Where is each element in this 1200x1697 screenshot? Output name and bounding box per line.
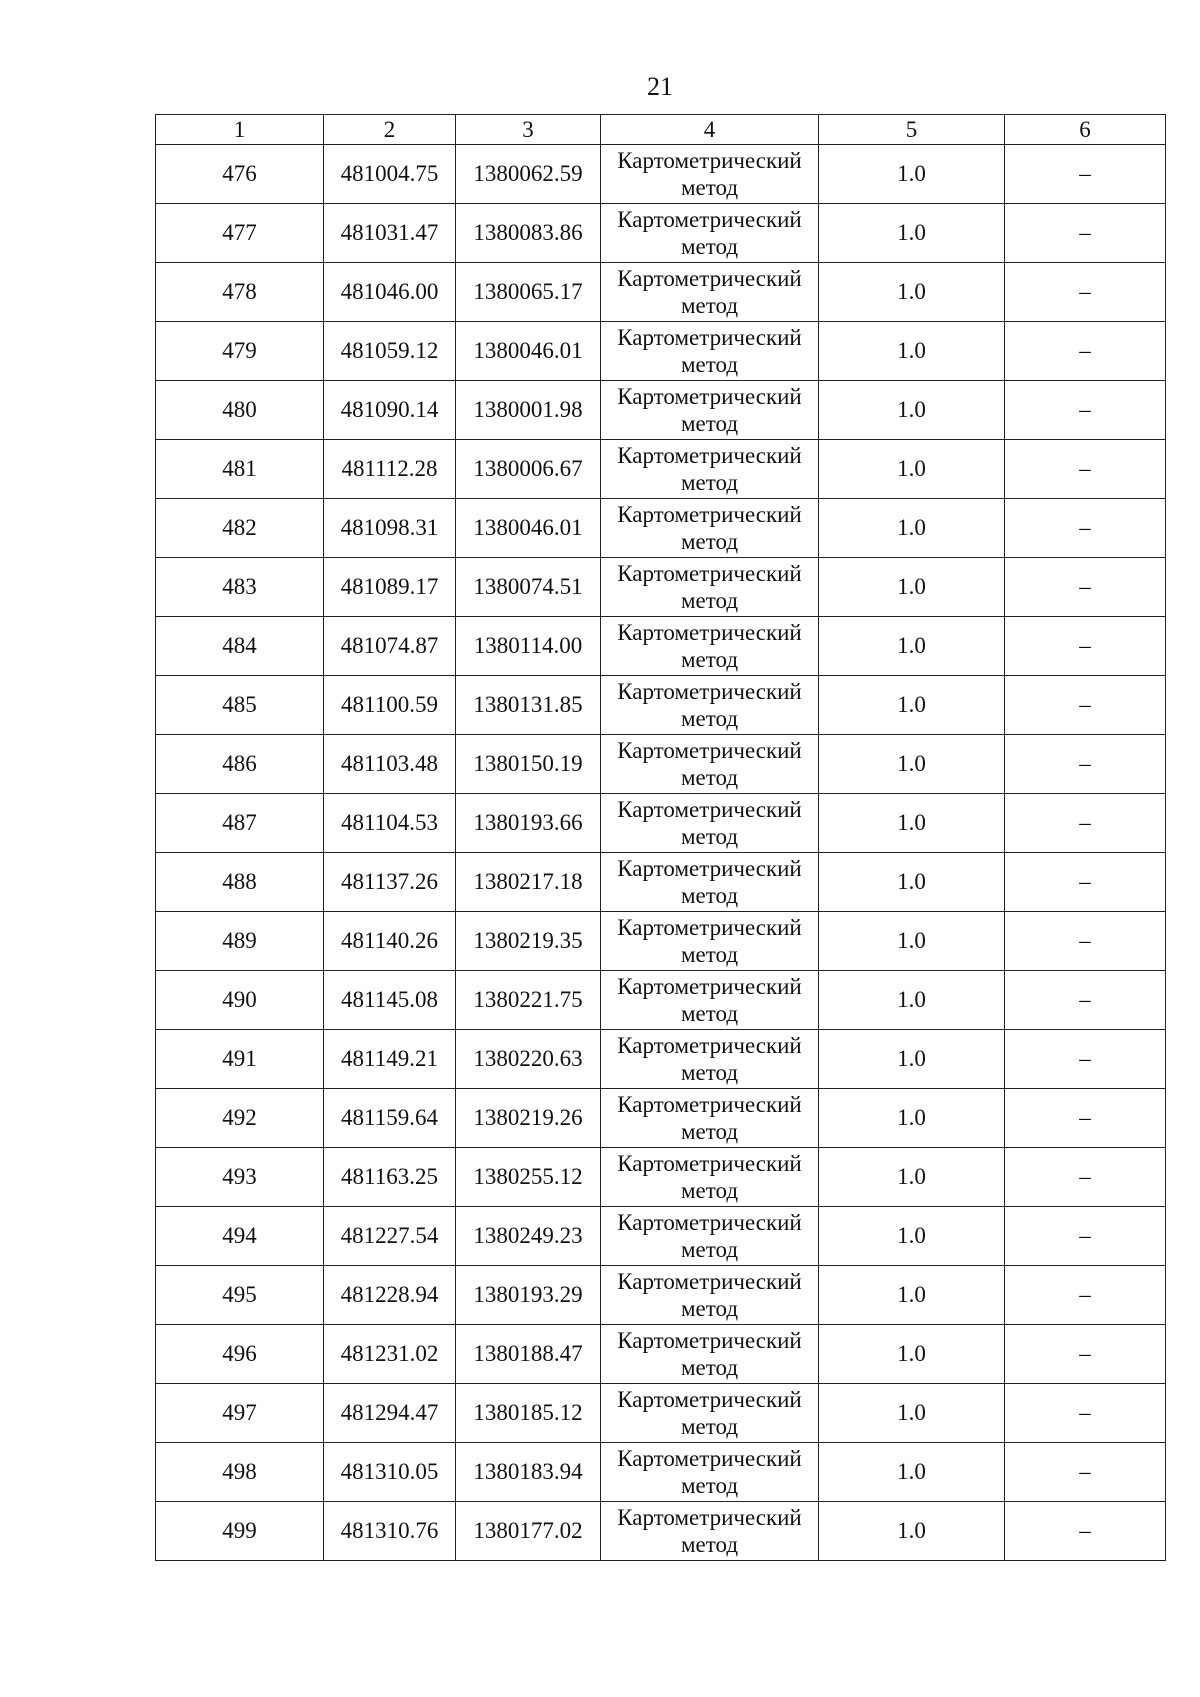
method-cell [601,499,819,558]
method-line-1: Картометрический [617,1269,802,1294]
table-row [156,912,1166,971]
note-cell: – [1005,794,1166,853]
note-cell: – [1005,1207,1166,1266]
method-line-2: метод [680,1296,739,1321]
point-number-cell: 477 [156,204,324,263]
note-cell: – [1005,1030,1166,1089]
method-line-2: метод [680,175,739,200]
method-cell [601,440,819,499]
point-number-cell: 487 [156,794,324,853]
point-number-cell: 484 [156,617,324,676]
method-line-1: Картометрический [617,738,802,763]
y-coordinate-cell: 1380062.59 [456,145,601,204]
header-cell-4: 4 [601,115,819,145]
method-line-1: Картометрический [617,266,802,291]
method-line-2: метод [680,411,739,436]
x-coordinate-cell: 481310.76 [324,1502,456,1561]
table-row [156,1325,1166,1384]
method-line-1: Картометрический [617,1328,802,1353]
y-coordinate-cell: 1380046.01 [456,499,601,558]
x-coordinate-cell: 481137.26 [324,853,456,912]
method-cell [601,204,819,263]
method-line-1: Картометрический [617,1446,802,1471]
header-cell-5: 5 [819,115,1005,145]
method-line-2: метод [680,647,739,672]
table-row [156,558,1166,617]
note-cell: – [1005,204,1166,263]
accuracy-cell: 1.0 [819,1030,1005,1089]
point-number-cell: 485 [156,676,324,735]
table-row [156,440,1166,499]
y-coordinate-cell: 1380046.01 [456,322,601,381]
header-row [156,115,1166,145]
y-coordinate-cell: 1380177.02 [456,1502,601,1561]
method-cell [601,912,819,971]
method-line-2: метод [680,824,739,849]
header-cell-6: 6 [1005,115,1166,145]
method-line-2: метод [680,1178,739,1203]
x-coordinate-cell: 481227.54 [324,1207,456,1266]
y-coordinate-cell: 1380220.63 [456,1030,601,1089]
header-cell-2: 2 [324,115,456,145]
method-line-2: метод [680,765,739,790]
accuracy-cell: 1.0 [819,971,1005,1030]
x-coordinate-cell: 481294.47 [324,1384,456,1443]
method-line-2: метод [680,588,739,613]
y-coordinate-cell: 1380001.98 [456,381,601,440]
y-coordinate-cell: 1380249.23 [456,1207,601,1266]
note-cell: – [1005,1266,1166,1325]
method-cell [601,322,819,381]
method-line-1: Картометрический [617,148,802,173]
accuracy-cell: 1.0 [819,1384,1005,1443]
point-number-cell: 495 [156,1266,324,1325]
table-row [156,145,1166,204]
method-line-1: Картометрический [617,856,802,881]
x-coordinate-cell: 481098.31 [324,499,456,558]
note-cell: – [1005,971,1166,1030]
method-cell [601,1089,819,1148]
method-line-2: метод [680,706,739,731]
x-coordinate-cell: 481112.28 [324,440,456,499]
method-line-1: Картометрический [617,1387,802,1412]
accuracy-cell: 1.0 [819,617,1005,676]
method-cell [601,1443,819,1502]
note-cell: – [1005,1325,1166,1384]
note-cell: – [1005,558,1166,617]
y-coordinate-cell: 1380185.12 [456,1384,601,1443]
accuracy-cell: 1.0 [819,1148,1005,1207]
table-row [156,617,1166,676]
accuracy-cell: 1.0 [819,912,1005,971]
point-number-cell: 491 [156,1030,324,1089]
method-line-1: Картометрический [617,502,802,527]
table-row [156,1030,1166,1089]
accuracy-cell: 1.0 [819,676,1005,735]
y-coordinate-cell: 1380219.26 [456,1089,601,1148]
note-cell: – [1005,381,1166,440]
point-number-cell: 482 [156,499,324,558]
header-cell-1: 1 [156,115,324,145]
x-coordinate-cell: 481149.21 [324,1030,456,1089]
point-number-cell: 479 [156,322,324,381]
y-coordinate-cell: 1380221.75 [456,971,601,1030]
note-cell: – [1005,853,1166,912]
x-coordinate-cell: 481103.48 [324,735,456,794]
accuracy-cell: 1.0 [819,322,1005,381]
method-line-1: Картометрический [617,325,802,350]
point-number-cell: 497 [156,1384,324,1443]
table-row [156,1384,1166,1443]
y-coordinate-cell: 1380193.66 [456,794,601,853]
table-row [156,1089,1166,1148]
accuracy-cell: 1.0 [819,1089,1005,1148]
header-cell-3: 3 [456,115,601,145]
point-number-cell: 478 [156,263,324,322]
table-body [156,145,1166,1561]
method-cell [601,794,819,853]
accuracy-cell: 1.0 [819,735,1005,794]
accuracy-cell: 1.0 [819,853,1005,912]
method-line-2: метод [680,1414,739,1439]
accuracy-cell: 1.0 [819,1502,1005,1561]
accuracy-cell: 1.0 [819,381,1005,440]
y-coordinate-cell: 1380217.18 [456,853,601,912]
y-coordinate-cell: 1380193.29 [456,1266,601,1325]
point-number-cell: 476 [156,145,324,204]
method-cell [601,1325,819,1384]
method-cell [601,381,819,440]
note-cell: – [1005,912,1166,971]
method-line-2: метод [680,1473,739,1498]
method-line-1: Картометрический [617,797,802,822]
method-cell [601,1384,819,1443]
point-number-cell: 496 [156,1325,324,1384]
point-number-cell: 499 [156,1502,324,1561]
note-cell: – [1005,1443,1166,1502]
x-coordinate-cell: 481004.75 [324,145,456,204]
x-coordinate-cell: 481228.94 [324,1266,456,1325]
table-row [156,1266,1166,1325]
table-row [156,1207,1166,1266]
y-coordinate-cell: 1380083.86 [456,204,601,263]
y-coordinate-cell: 1380183.94 [456,1443,601,1502]
note-cell: – [1005,1089,1166,1148]
x-coordinate-cell: 481163.25 [324,1148,456,1207]
method-line-1: Картометрический [617,1033,802,1058]
note-cell: – [1005,440,1166,499]
table-row [156,499,1166,558]
note-cell: – [1005,322,1166,381]
table-row [156,735,1166,794]
method-line-1: Картометрический [617,1151,802,1176]
table-row [156,204,1166,263]
point-number-cell: 492 [156,1089,324,1148]
x-coordinate-cell: 481074.87 [324,617,456,676]
y-coordinate-cell: 1380219.35 [456,912,601,971]
method-line-1: Картометрический [617,561,802,586]
method-cell [601,558,819,617]
method-line-1: Картометрический [617,1210,802,1235]
y-coordinate-cell: 1380131.85 [456,676,601,735]
table-row [156,1502,1166,1561]
point-number-cell: 488 [156,853,324,912]
method-line-2: метод [680,234,739,259]
table-row [156,322,1166,381]
point-number-cell: 481 [156,440,324,499]
accuracy-cell: 1.0 [819,440,1005,499]
accuracy-cell: 1.0 [819,1325,1005,1384]
point-number-cell: 480 [156,381,324,440]
accuracy-cell: 1.0 [819,794,1005,853]
accuracy-cell: 1.0 [819,499,1005,558]
method-line-2: метод [680,1060,739,1085]
method-line-2: метод [680,883,739,908]
point-number-cell: 486 [156,735,324,794]
point-number-cell: 494 [156,1207,324,1266]
accuracy-cell: 1.0 [819,1207,1005,1266]
method-cell [601,1266,819,1325]
coordinates-table [155,114,1166,1561]
method-line-2: метод [680,942,739,967]
method-line-1: Картометрический [617,620,802,645]
method-cell [601,676,819,735]
method-cell [601,263,819,322]
method-cell [601,853,819,912]
x-coordinate-cell: 481059.12 [324,322,456,381]
y-coordinate-cell: 1380188.47 [456,1325,601,1384]
table-row [156,263,1166,322]
x-coordinate-cell: 481310.05 [324,1443,456,1502]
method-cell [601,617,819,676]
x-coordinate-cell: 481046.00 [324,263,456,322]
note-cell: – [1005,1148,1166,1207]
accuracy-cell: 1.0 [819,263,1005,322]
note-cell: – [1005,263,1166,322]
point-number-cell: 489 [156,912,324,971]
y-coordinate-cell: 1380255.12 [456,1148,601,1207]
x-coordinate-cell: 481104.53 [324,794,456,853]
note-cell: – [1005,1502,1166,1561]
method-line-2: метод [680,1119,739,1144]
method-cell [601,145,819,204]
method-line-2: метод [680,293,739,318]
y-coordinate-cell: 1380006.67 [456,440,601,499]
method-line-1: Картометрический [617,384,802,409]
table-row [156,971,1166,1030]
method-line-1: Картометрический [617,679,802,704]
method-line-2: метод [680,1355,739,1380]
y-coordinate-cell: 1380065.17 [456,263,601,322]
x-coordinate-cell: 481159.64 [324,1089,456,1148]
note-cell: – [1005,676,1166,735]
table-row [156,1443,1166,1502]
x-coordinate-cell: 481090.14 [324,381,456,440]
method-cell [601,735,819,794]
x-coordinate-cell: 481145.08 [324,971,456,1030]
table-row [156,381,1166,440]
accuracy-cell: 1.0 [819,204,1005,263]
method-cell [601,1207,819,1266]
method-line-2: метод [680,1532,739,1557]
table-header [156,115,1166,145]
y-coordinate-cell: 1380074.51 [456,558,601,617]
point-number-cell: 493 [156,1148,324,1207]
method-cell [601,1502,819,1561]
accuracy-cell: 1.0 [819,1266,1005,1325]
accuracy-cell: 1.0 [819,558,1005,617]
method-cell [601,1030,819,1089]
note-cell: – [1005,735,1166,794]
method-line-2: метод [680,1237,739,1262]
y-coordinate-cell: 1380150.19 [456,735,601,794]
table-row [156,853,1166,912]
table-row [156,794,1166,853]
method-line-2: метод [680,1001,739,1026]
method-line-2: метод [680,352,739,377]
method-line-1: Картометрический [617,1505,802,1530]
method-line-2: метод [680,529,739,554]
point-number-cell: 498 [156,1443,324,1502]
note-cell: – [1005,145,1166,204]
x-coordinate-cell: 481140.26 [324,912,456,971]
page-number: 21 [647,72,673,101]
method-line-1: Картометрический [617,1092,802,1117]
method-line-2: метод [680,470,739,495]
method-line-1: Картометрический [617,974,802,999]
point-number-cell: 483 [156,558,324,617]
accuracy-cell: 1.0 [819,145,1005,204]
table-row [156,1148,1166,1207]
x-coordinate-cell: 481100.59 [324,676,456,735]
method-line-1: Картометрический [617,915,802,940]
point-number-cell: 490 [156,971,324,1030]
note-cell: – [1005,499,1166,558]
x-coordinate-cell: 481031.47 [324,204,456,263]
note-cell: – [1005,1384,1166,1443]
method-cell [601,971,819,1030]
note-cell: – [1005,617,1166,676]
y-coordinate-cell: 1380114.00 [456,617,601,676]
x-coordinate-cell: 481231.02 [324,1325,456,1384]
table-row [156,676,1166,735]
method-line-1: Картометрический [617,207,802,232]
accuracy-cell: 1.0 [819,1443,1005,1502]
method-line-1: Картометрический [617,443,802,468]
method-cell [601,1148,819,1207]
x-coordinate-cell: 481089.17 [324,558,456,617]
